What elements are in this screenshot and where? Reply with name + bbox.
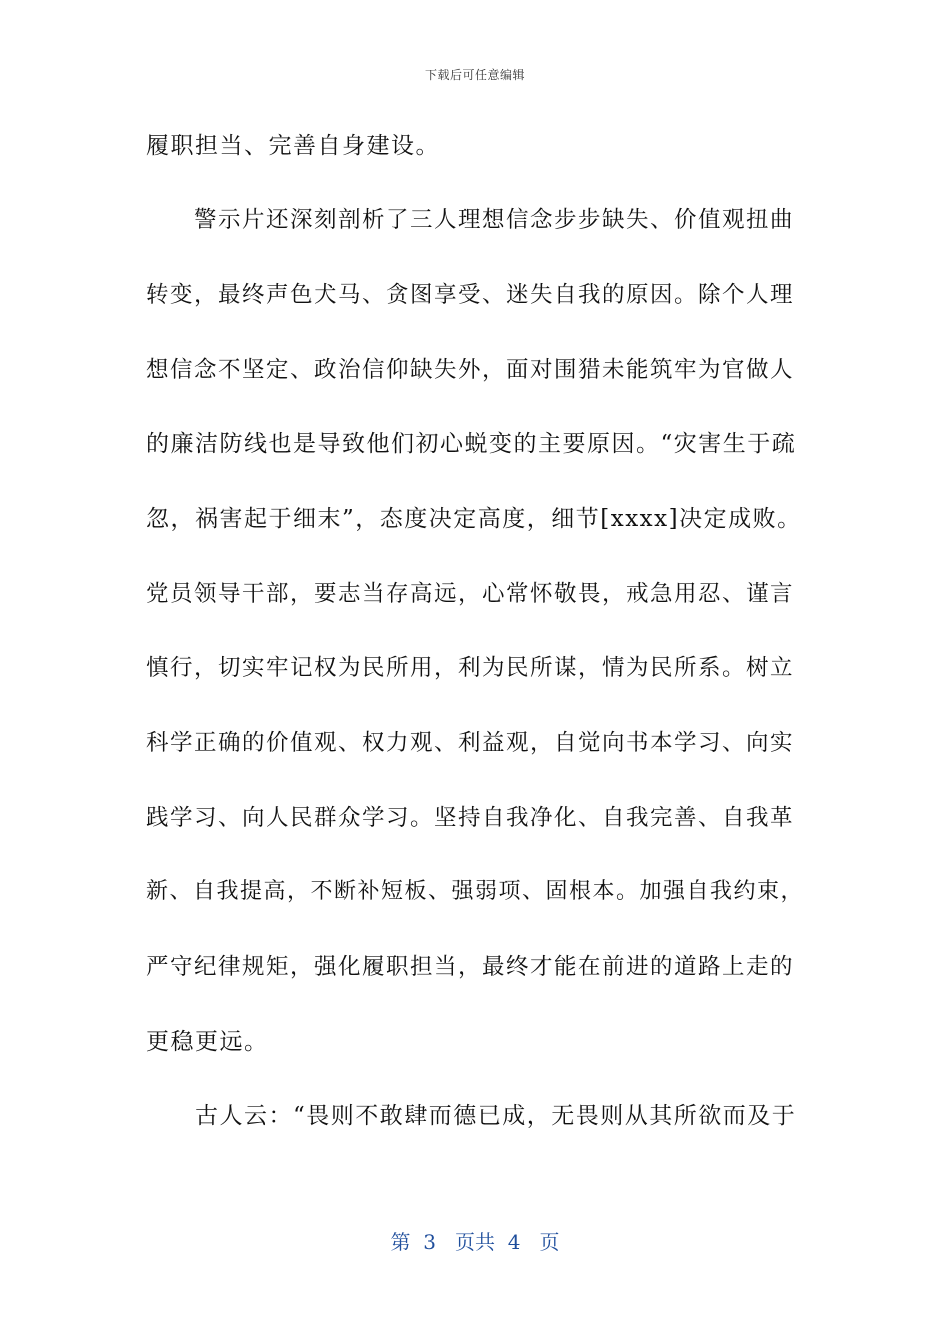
body-line: 践学习、向人民群众学习。坚持自我净化、自我完善、自我革	[146, 805, 795, 831]
body-line: 科学正确的价值观、权力观、利益观，自觉向书本学习、向实	[146, 730, 795, 756]
body-line: 古人云：“畏则不敢肆而德已成，无畏则从其所欲而及于	[146, 1103, 797, 1129]
page-header: 下载后可任意编辑	[424, 68, 525, 82]
body-line: 忽，祸害起于细末”，态度决定高度，细节[xxxx]决定成败。	[146, 506, 802, 532]
body-line: 新、自我提高，不断补短板、强弱项、固根本。加强自我约束，	[146, 879, 805, 904]
body-line: 慎行，切实牢记权为民所用，利为民所谋，情为民所系。树立	[146, 655, 795, 681]
body-line: 警示片还深刻剖析了三人理想信念步步缺失、价值观扭曲	[146, 207, 795, 233]
body-line: 严守纪律规矩，强化履职担当，最终才能在前进的道路上走的	[146, 954, 795, 980]
body-line: 更稳更远。	[146, 1029, 269, 1055]
body-line: 履职担当、完善自身建设。	[146, 133, 440, 159]
body-line: 转变，最终声色犬马、贪图享受、迷失自我的原因。除个人理	[146, 282, 795, 308]
body-line: 的廉洁防线也是导致他们初心蜕变的主要原因。“灾害生于疏	[146, 431, 797, 457]
body-line: 党员领导干部，要志当存高远，心常怀敬畏，戒急用忍、谨言	[146, 581, 795, 607]
body-line: 想信念不坚定、政治信仰缺失外，面对围猎未能筑牢为官做人	[146, 357, 795, 383]
page-number-footer: 第 3 页共 4 页	[390, 1230, 560, 1254]
